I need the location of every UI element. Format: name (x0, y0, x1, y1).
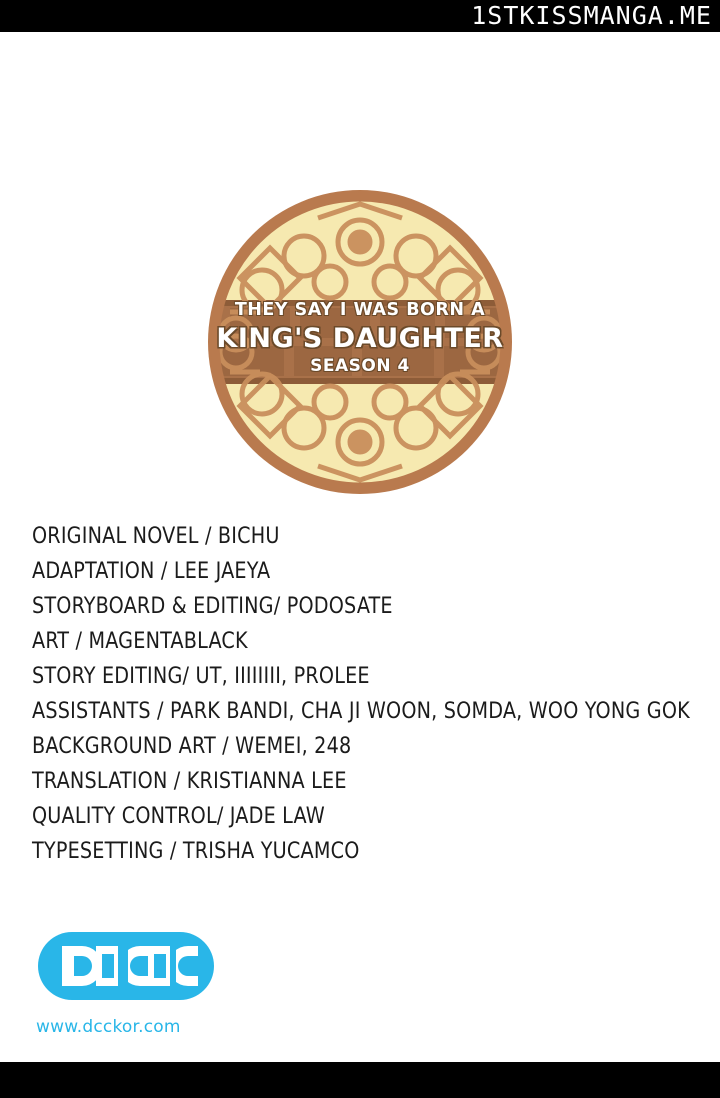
credits-list (32, 519, 692, 869)
credit-line: QUALITY CONTROL/ JADE LAW (32, 804, 325, 829)
dcc-logo-graphic (36, 930, 216, 1002)
credit-line: STORYBOARD & EDITING/ PODOSATE (32, 594, 393, 619)
credit-line: ART / MAGENTABLACK (32, 629, 248, 654)
publisher-url[interactable]: www.dcckor.com (36, 1017, 181, 1037)
bottom-bar (0, 1062, 720, 1098)
watermark-bar (0, 0, 720, 32)
site-watermark: 1STKISSMANGA.ME (471, 1, 712, 30)
title-line-1: THEY SAY I WAS BORN A (234, 300, 486, 320)
title-line-2: KING'S DAUGHTER (216, 323, 504, 354)
credit-line: TRANSLATION / KRISTIANNA LEE (32, 769, 347, 794)
credit-line: ADAPTATION / LEE JAEYA (32, 559, 271, 584)
credit-line: ORIGINAL NOVEL / BICHU (32, 524, 280, 549)
emblem-graphic (200, 182, 520, 502)
credit-line: TYPESETTING / TRISHA YUCAMCO (32, 839, 360, 864)
credit-line: ASSISTANTS / PARK BANDI, CHA JI WOON, SOMDA, WOO YONG GOK (32, 699, 690, 724)
dcc-logo-icon (36, 930, 216, 1002)
credits-panel (0, 32, 720, 1062)
credit-line: STORY EDITING/ UT, IIIIIIII, PROLEE (32, 664, 370, 689)
title-line-3: SEASON 4 (310, 356, 410, 376)
series-emblem (200, 182, 520, 502)
credit-line: BACKGROUND ART / WEMEI, 248 (32, 734, 352, 759)
